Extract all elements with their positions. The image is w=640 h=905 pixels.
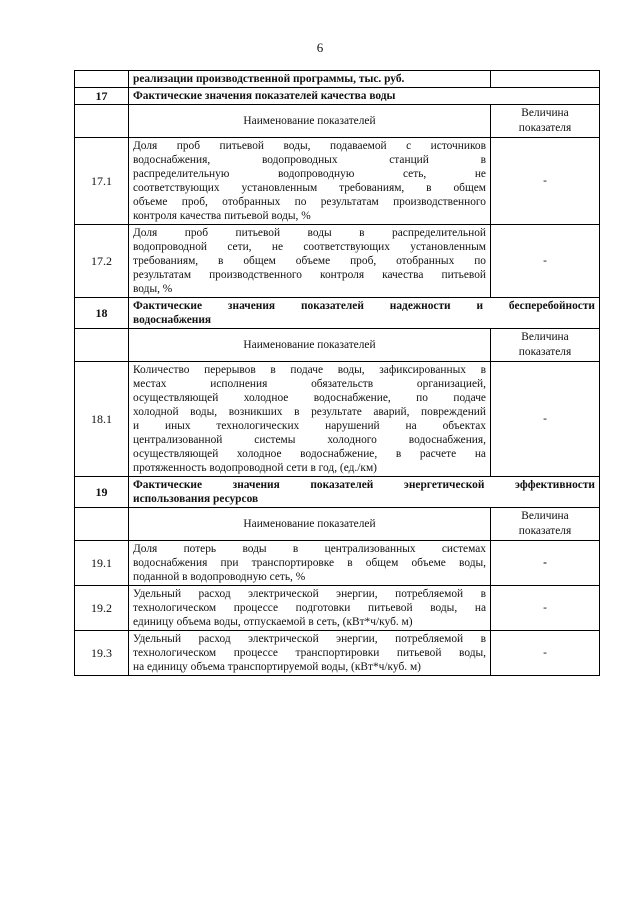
row-value: -: [491, 586, 600, 631]
row-number: 17.2: [75, 225, 129, 298]
row-value: -: [491, 225, 600, 298]
table-row: [75, 541, 600, 586]
row-text-line: централизованной системы холодного водоснабжения,: [133, 434, 486, 446]
row-text: [129, 631, 491, 676]
row-number: 19.2: [75, 586, 129, 631]
row-text-line: водоснабжения, водопроводных станций в: [133, 154, 486, 166]
row-text-line: Доля проб питьевой воды, подаваемой с источников: [133, 140, 486, 152]
table-row: [75, 225, 600, 298]
row-number: 18.1: [75, 362, 129, 477]
row-text-line: Доля проб питьевой воды в распределительной: [133, 227, 486, 239]
row-text-line: распределительную водопроводную сеть, не: [133, 168, 486, 180]
header-row: [75, 508, 600, 541]
row-number: 17.1: [75, 138, 129, 225]
row-text: [129, 138, 491, 225]
header-num-cell: [75, 329, 129, 362]
section-number: 18: [75, 298, 129, 329]
indicators-table: [74, 70, 600, 676]
row-text-line: требованиям, в общем объеме проб, отобранных по: [133, 255, 486, 267]
row-number: 19.1: [75, 541, 129, 586]
row-text-line: контроля качества питьевой воды, %: [133, 210, 311, 222]
section-number: 19: [75, 477, 129, 508]
row-text-line: водоснабжения при транспортировке в общем объеме воды,: [133, 557, 486, 569]
continuation-row: [75, 71, 600, 88]
row-value: -: [491, 541, 600, 586]
row-text-line: осуществляющей холодное водоснабжение, по подаче: [133, 392, 486, 404]
row-value: -: [491, 631, 600, 676]
section-title-line: Фактические значения показателей надежности и бесперебойности: [133, 300, 595, 312]
row-text-line: технологическом процессе подготовки питьевой воды, на: [133, 602, 486, 614]
header-num-cell: [75, 105, 129, 138]
row-text-line: водопроводной сети, не соответствующих установленным: [133, 241, 486, 253]
header-name: Наименование показателей: [129, 329, 491, 362]
row-text-line: местах исполнения обязательств организацией,: [133, 378, 486, 390]
section-18-row: [75, 298, 600, 329]
header-name: Наименование показателей: [129, 508, 491, 541]
header-row: [75, 329, 600, 362]
table-row: [75, 362, 600, 477]
row-text-line: и иных технологических нарушений на объектах: [133, 420, 486, 432]
header-value: Величина показателя: [491, 105, 600, 138]
row-text-line: холодной воды, возникших в результате аварий, повреждений: [133, 406, 486, 418]
section-title: Фактические значения показателей качества воды: [129, 88, 600, 105]
row-value: -: [491, 362, 600, 477]
section-19-row: [75, 477, 600, 508]
header-value: Величина показателя: [491, 508, 600, 541]
row-value: -: [491, 138, 600, 225]
row-text: [129, 541, 491, 586]
header-row: [75, 105, 600, 138]
table-row: [75, 586, 600, 631]
row-text-line: единицу объема воды, отпускаемой в сеть, (кВт*ч/куб. м): [133, 616, 413, 628]
row-text-line: воды, %: [133, 283, 173, 295]
row-text-line: Удельный расход электрической энергии, потребляемой в: [133, 633, 486, 645]
page-number: 6: [316, 40, 324, 55]
section-title-line: Фактические значения показателей энергетической эффективности: [133, 479, 595, 491]
row-text-line: Количество перерывов в подаче воды, зафиксированных в: [133, 364, 486, 376]
row-text-line: осуществляющей холодное водоснабжение, в расчете на: [133, 448, 486, 460]
row-text-line: протяженность водопроводной сети в год, (ед./км): [133, 462, 377, 474]
row-text-line: Удельный расход электрической энергии, потребляемой в: [133, 588, 486, 600]
section-title-line: водоснабжения: [133, 314, 212, 326]
table-row: [75, 631, 600, 676]
continuation-num-cell: [75, 71, 129, 88]
section-title: [129, 477, 600, 508]
section-number: 17: [75, 88, 129, 105]
row-text-line: результатам производственного контроля качества питьевой: [133, 269, 486, 281]
row-text: [129, 362, 491, 477]
header-name: Наименование показателей: [129, 105, 491, 138]
row-text-line: технологическом процессе транспортировки питьевой воды,: [133, 647, 486, 659]
section-17-row: [75, 88, 600, 105]
continuation-text: реализации производственной программы, тыс. руб.: [129, 71, 491, 88]
row-text: [129, 225, 491, 298]
row-text-line: на единицу объема транспортируемой воды, (кВт*ч/куб. м): [133, 661, 421, 673]
header-num-cell: [75, 508, 129, 541]
row-text-line: поданной в водопроводную сеть, %: [133, 571, 306, 583]
row-number: 19.3: [75, 631, 129, 676]
header-value: Величина показателя: [491, 329, 600, 362]
row-text-line: соответствующих установленным требованиям, в общем: [133, 182, 486, 194]
row-text: [129, 586, 491, 631]
row-text-line: Доля потерь воды в централизованных системах: [133, 543, 486, 555]
section-title: [129, 298, 600, 329]
table-row: [75, 138, 600, 225]
section-title-line: использования ресурсов: [133, 493, 259, 505]
row-text-line: объеме проб, отобранных по результатам производственного: [133, 196, 486, 208]
continuation-value-cell: [491, 71, 600, 88]
